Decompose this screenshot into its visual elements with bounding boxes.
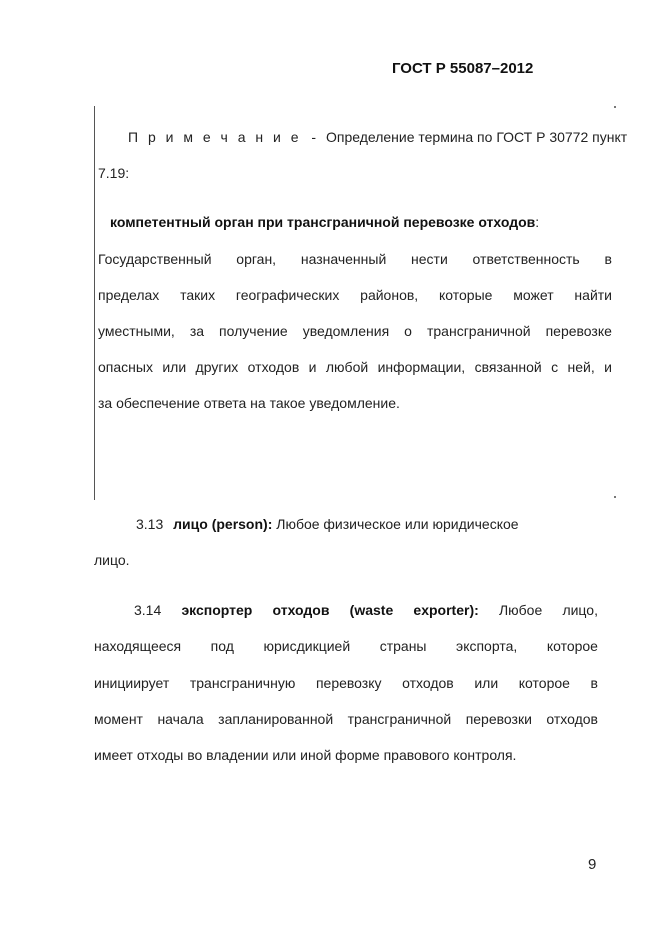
- word: других: [195, 359, 239, 375]
- word: районов,: [360, 287, 419, 303]
- word: найти: [574, 287, 612, 303]
- clause-number: 3.13: [136, 516, 164, 532]
- word: уведомления: [302, 323, 390, 339]
- definition-text: лицо,: [562, 602, 598, 618]
- note-corner-mark: [614, 106, 616, 108]
- word: опасных: [98, 359, 153, 375]
- note-intro-ref: 7.19:: [98, 165, 130, 181]
- definition-line: [94, 674, 598, 692]
- word: получение: [219, 323, 288, 339]
- word: пределах: [98, 287, 160, 303]
- note-term-line: [110, 213, 539, 231]
- definition-3-13: [136, 515, 519, 533]
- note-line: [98, 250, 612, 268]
- note-line: [98, 286, 612, 304]
- word: и: [604, 359, 612, 375]
- word: трансграничной: [426, 323, 531, 339]
- word: или: [474, 675, 499, 691]
- word: трансграничную: [189, 675, 296, 691]
- word: информации,: [377, 359, 466, 375]
- word: перевозку: [315, 675, 382, 691]
- word: перевозки: [465, 711, 532, 727]
- note-term: компетентный орган при трансграничной перевозке отходов: [110, 214, 536, 230]
- note-line: [98, 358, 612, 376]
- word: отходов: [402, 675, 454, 691]
- word: которые: [439, 287, 493, 303]
- defined-term: (waste: [349, 602, 394, 618]
- defined-term: экспортер: [181, 602, 253, 618]
- word: ответственность: [472, 251, 580, 267]
- note-intro-text: Определение термина по ГОСТ Р 30772 пункт: [325, 129, 628, 145]
- definition-3-13-continued: лицо.: [94, 552, 130, 568]
- page-number: 9: [588, 856, 597, 873]
- definition-text: Любое: [498, 602, 543, 618]
- word: находящееся: [94, 638, 182, 654]
- word: уместными,: [98, 323, 175, 339]
- note-term-colon: :: [535, 214, 540, 230]
- word: любой: [325, 359, 369, 375]
- note-label: П р и м е ч а н и е: [128, 129, 302, 145]
- word: отходов: [247, 359, 300, 375]
- word: трансграничной: [347, 711, 452, 727]
- word: которое: [518, 675, 570, 691]
- word: момент: [94, 711, 143, 727]
- word: нести: [411, 251, 448, 267]
- word: начала: [157, 711, 204, 727]
- note-left-border: [94, 106, 95, 500]
- word: связанной: [474, 359, 542, 375]
- word: юрисдикцией: [263, 638, 351, 654]
- word: географических: [235, 287, 340, 303]
- word: или: [162, 359, 187, 375]
- definition-line: [94, 637, 598, 655]
- definition-3-14: [134, 601, 598, 619]
- word: Государственный: [98, 251, 212, 267]
- note-line: за обеспечение ответа на такое уведомление.: [98, 395, 400, 411]
- word: отходов: [546, 711, 598, 727]
- note-heading: [128, 128, 627, 146]
- defined-term: отходов: [272, 602, 330, 618]
- note-line: [98, 322, 612, 340]
- note-dash: -: [311, 129, 317, 145]
- word: перевозке: [545, 323, 612, 339]
- word: под: [210, 638, 234, 654]
- word: ней,: [567, 359, 595, 375]
- word: в: [590, 675, 598, 691]
- definition-line: имеет отходы во владении или иной форме правового контроля.: [94, 747, 517, 763]
- word: запланированной: [218, 711, 334, 727]
- word: может: [513, 287, 554, 303]
- definition-text: Любое физическое или юридическое: [276, 516, 519, 532]
- word: таких: [180, 287, 216, 303]
- word: за: [189, 323, 205, 339]
- word: которое: [546, 638, 598, 654]
- word: о: [404, 323, 412, 339]
- word: и: [308, 359, 317, 375]
- defined-term: лицо (person):: [173, 516, 273, 532]
- word: инициирует: [94, 675, 170, 691]
- definition-line: [94, 710, 598, 728]
- clause-number: 3.14: [134, 602, 162, 618]
- defined-term: exporter):: [413, 602, 479, 618]
- word: страны: [379, 638, 427, 654]
- document-header: ГОСТ Р 55087–2012: [392, 60, 534, 77]
- word: в: [604, 251, 612, 267]
- word: орган,: [236, 251, 277, 267]
- word: с: [551, 359, 559, 375]
- word: экспорта,: [456, 638, 518, 654]
- word: назначенный: [300, 251, 387, 267]
- note-corner-mark: [614, 496, 616, 498]
